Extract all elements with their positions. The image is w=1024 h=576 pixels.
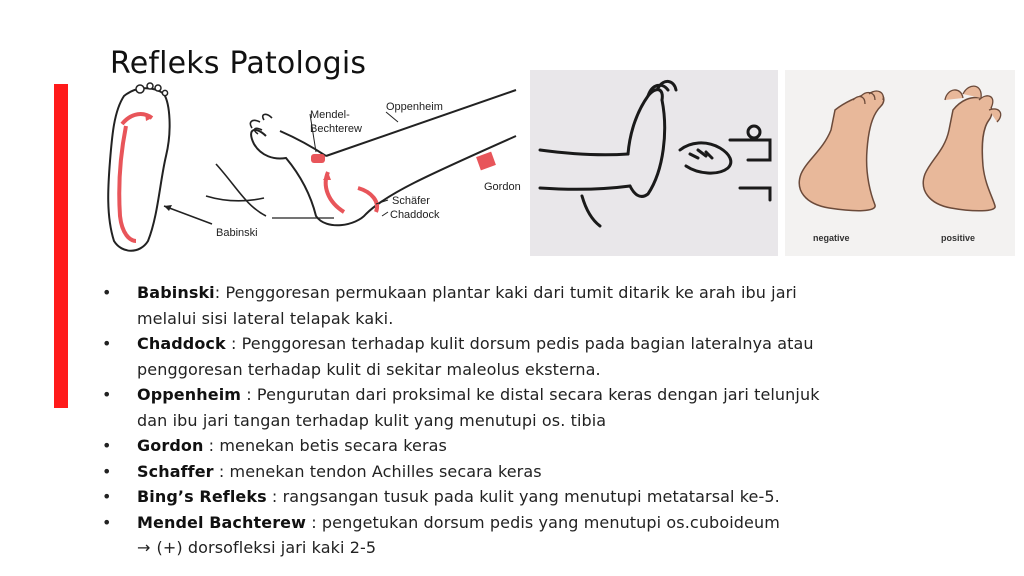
term-gordon: Gordon [137, 436, 204, 455]
arrow-right-icon: → [137, 538, 151, 557]
label-bechterew: Bechterew [310, 123, 362, 135]
examination-sketch [530, 70, 778, 256]
term-oppenheim: Oppenheim [137, 385, 242, 404]
term-mendel-bachterew: Mendel Bachterew [137, 512, 307, 532]
label-positive: positive [941, 233, 976, 243]
leg-side-drawing [206, 90, 516, 225]
accent-bar [54, 84, 68, 408]
list-item-babinski: • Babinski: Penggoresan permukaan plantar kaki dari tumit ditarik ke arah ibu jari melalui sisi lateral telapak kaki. [100, 280, 920, 331]
term-schaffer: Schaffer [137, 461, 214, 481]
list-item-bings-refleks: • Bing’s Refleks : rangsangan tusuk pada kulit yang menutupi metatarsal ke-5. [100, 484, 920, 510]
term-chaddock: Chaddock [137, 334, 226, 353]
label-schafer: Schäfer [392, 195, 430, 207]
babinski-response-figure [785, 70, 1015, 256]
term-bings-refleks: Bing’s Refleks [137, 487, 267, 506]
label-oppenheim: Oppenheim [386, 101, 443, 113]
label-gordon: Gordon [484, 181, 521, 193]
label-mendel: Mendel- [310, 109, 350, 121]
list-item-schaffer: • Schaffer : menekan tendon Achilles secara keras [100, 459, 920, 485]
list-item-gordon: • Gordon : menekan betis secara keras [100, 433, 920, 459]
label-negative: negative [813, 233, 850, 243]
foot-sole-drawing [108, 83, 169, 251]
list-item-mendel-bachterew: • Mendel Bachterew : pengetukan dorsum pedis yang menutupi os.cuboideum → (+) dorsofleksi jari kaki 2-5 [100, 510, 920, 561]
list-item-oppenheim: • Oppenheim : Pengurutan dari proksimal ke distal secara keras dengan jari telunjuk dan ibu jari tangan terhadap kulit yang menutupi os. tibia [100, 382, 920, 433]
foot-negative [799, 91, 884, 211]
reflex-diagram [96, 76, 526, 256]
list-item-chaddock: • Chaddock : Penggoresan terhadap kulit dorsum pedis pada bagian lateralnya atau penggoresan terhadap kulit di sekitar maleolus eksterna. [100, 331, 920, 382]
term-babinski: Babinski [137, 283, 215, 302]
foot-positive [923, 86, 1000, 211]
label-babinski: Babinski [216, 227, 258, 239]
page-title: Refleks Patologis [110, 46, 367, 82]
reflex-list [100, 280, 920, 561]
label-chaddock: Chaddock [390, 209, 440, 221]
